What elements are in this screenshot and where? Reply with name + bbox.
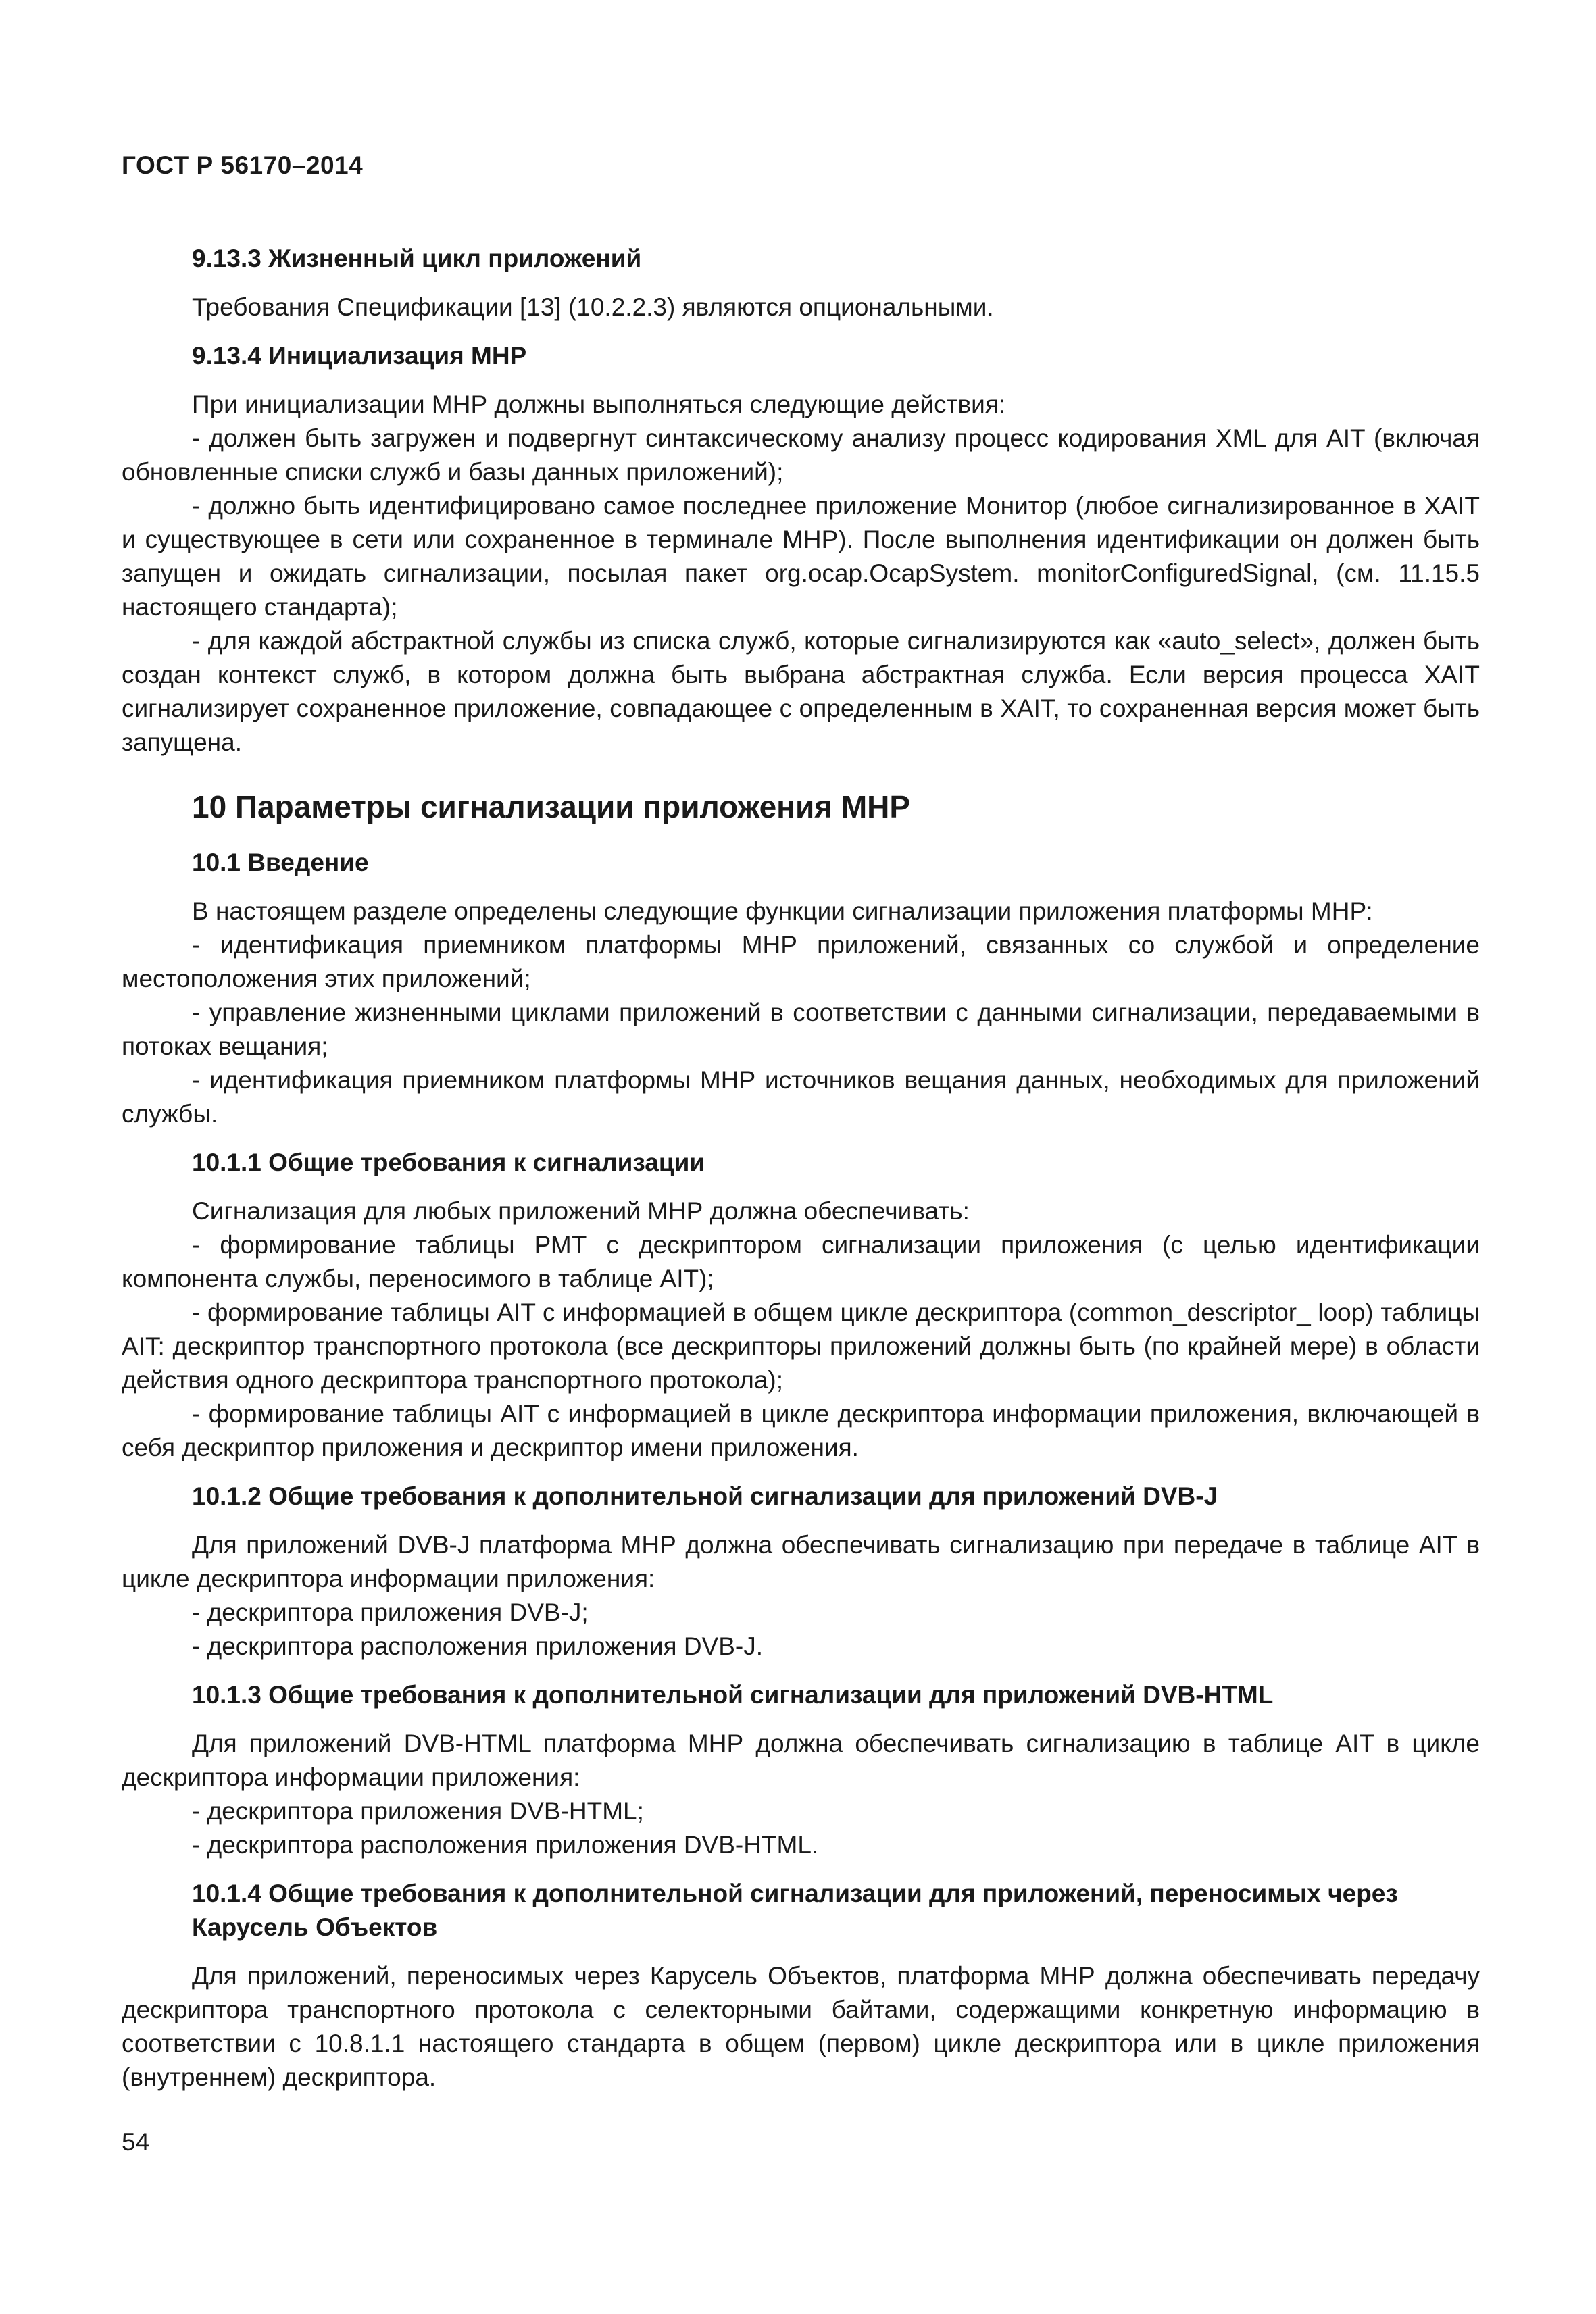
list-item: - формирование таблицы AIT с информацией в цикле дескриптора информации приложения, включающей в себя дескриптор приложения и дескриптор имени приложения. (122, 1400, 1480, 1461)
heading-10-1: 10.1 Введение (192, 849, 369, 876)
list-item: - для каждой абстрактной службы из списка служб, которые сигнализируются как «auto_select», должен быть создан контекст служб, в котором должна быть выбрана абстрактная служба. Если версия процесса XAIT сигнализирует сохраненное приложение, совпадающее с определенным в XAIT, то сохраненная версия может быть запущена. (122, 627, 1480, 756)
list-item: - дескриптора расположения приложения DVB-HTML. (192, 1831, 819, 1859)
heading-10: 10 Параметры сигнализации приложения МНР (192, 789, 911, 824)
heading-10-1-3: 10.1.3 Общие требования к дополнительной сигнализации для приложений DVB-HTML (192, 1681, 1274, 1709)
list-item: - управление жизненными циклами приложений в соответствии с данными сигнализации, передаваемыми в потоках вещания; (122, 999, 1480, 1060)
page-number: 54 (122, 2128, 150, 2156)
list-item: - должен быть загружен и подвергнут синтаксическому анализу процесс кодирования XML для AIT (включая обновленные списки служб и базы данных приложений); (122, 424, 1480, 486)
list-item: - идентификация приемником платформы МНР источников вещания данных, необходимых для приложений службы. (122, 1066, 1480, 1128)
list-item: - формирование таблицы AIT с информацией в общем цикле дескриптора (common_descriptor_ loop) таблицы AIT: дескриптор транспортного протокола (все дескрипторы приложений должны быть (по крайней мере) в области действия одного дескриптора транспортного протокола); (122, 1299, 1480, 1394)
paragraph: Для приложений DVB-J платформа МНР должна обеспечивать сигнализацию при передаче в таблице AIT в цикле дескриптора информации приложения: (122, 1531, 1480, 1592)
list-item: - формирование таблицы РМТ с дескриптором сигнализации приложения (с целью идентификации компонента службы, переносимого в таблице AIT); (122, 1231, 1480, 1292)
heading-10-1-1: 10.1.1 Общие требования к сигнализации (192, 1149, 705, 1176)
list-item: - должно быть идентифицировано самое последнее приложение Монитор (любое сигнализированное в XAIT и существующее в сети или сохраненное в терминале МНР). После выполнения идентификации он должен быть запущен и ожидать сигнализации, посылая пакет org.ocap.OcapSystem. monitorConfiguredSignal, (см. 11.15.5 настоящего стандарта); (122, 492, 1480, 621)
paragraph: Требования Спецификации [13] (10.2.2.3) являются опциональными. (192, 293, 994, 321)
list-item: - дескриптора приложения DVB-HTML; (192, 1797, 644, 1825)
heading-9-13-3: 9.13.3 Жизненный цикл приложений (192, 245, 642, 272)
list-item: - идентификация приемником платформы МНР приложений, связанных со службой и определение местоположения этих приложений; (122, 931, 1480, 992)
paragraph: Сигнализация для любых приложений МНР должна обеспечивать: (192, 1197, 970, 1225)
list-item: - дескриптора расположения приложения DVB-J. (192, 1632, 764, 1660)
paragraph: При инициализации МНР должны выполняться следующие действия: (192, 391, 1006, 418)
paragraph: Для приложений DVB-HTML платформа МНР должна обеспечивать сигнализацию в таблице AIT в цикле дескриптора информации приложения: (122, 1730, 1480, 1791)
page-content (122, 149, 1480, 2094)
heading-9-13-4: 9.13.4 Инициализация МНР (192, 342, 527, 370)
paragraph: Для приложений, переносимых через Карусель Объектов, платформа МНР должна обеспечивать передачу дескриптора транспортного протокола с селекторными байтами, содержащими конкретную информацию в соответствии с 10.8.1.1 настоящего стандарта в общем (первом) цикле дескриптора или в цикле приложения (внутреннем) дескриптора. (122, 1962, 1480, 2091)
list-item: - дескриптора приложения DVB-J; (192, 1599, 589, 1626)
heading-10-1-2: 10.1.2 Общие требования к дополнительной сигнализации для приложений DVB-J (192, 1482, 1218, 1510)
heading-10-1-4: 10.1.4 Общие требования к дополнительной сигнализации для приложений, переносимых через Карусель Объектов (192, 1880, 1398, 1941)
paragraph: В настоящем разделе определены следующие функции сигнализации приложения платформы МНР: (192, 897, 1373, 925)
document-header: ГОСТ Р 56170–2014 (122, 151, 364, 179)
